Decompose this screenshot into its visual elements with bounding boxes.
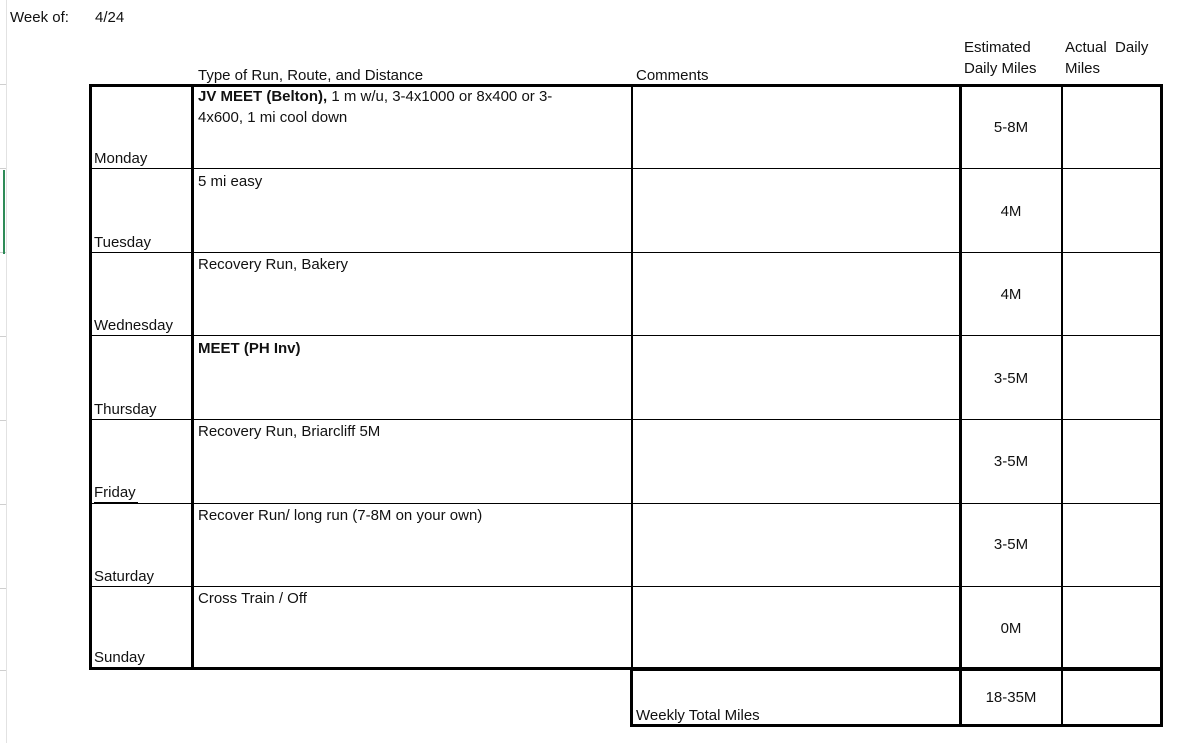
run-cell-thursday[interactable] — [198, 338, 618, 359]
weekly-total-estimated[interactable]: 18-35M — [985, 689, 1037, 706]
estimated-miles-monday[interactable]: 5-8M — [993, 119, 1029, 136]
row-edge-mark — [0, 336, 6, 337]
table-divider — [631, 84, 633, 670]
table-divider — [1061, 84, 1063, 670]
day-label-monday: Monday — [94, 150, 148, 167]
column-header-estimated-line2: Daily Miles — [964, 60, 1037, 77]
run-cell-wednesday[interactable]: Recovery Run, Bakery — [198, 256, 349, 273]
column-header-actual-line2: Miles — [1065, 60, 1101, 77]
day-label-friday: Friday — [94, 484, 136, 501]
row-divider — [89, 419, 1163, 420]
row-edge-mark — [0, 84, 6, 85]
row-divider — [89, 335, 1163, 336]
table-divider — [191, 84, 194, 670]
row-edge-mark — [0, 504, 6, 505]
row-divider — [89, 168, 1163, 169]
row-edge-mark — [0, 670, 6, 671]
row-edge-mark — [0, 588, 6, 589]
run-cell-sunday[interactable]: Cross Train / Off — [198, 590, 307, 607]
row-divider — [89, 503, 1163, 504]
estimated-miles-sunday[interactable]: 0M — [1000, 620, 1022, 637]
column-header-type: Type of Run, Route, and Distance — [198, 67, 424, 84]
estimated-miles-tuesday[interactable]: 4M — [1000, 203, 1022, 220]
sheet-edge-line — [6, 0, 7, 743]
week-of-label: Week of: — [10, 9, 69, 26]
day-label-tuesday: Tuesday — [94, 234, 151, 251]
run-text-monday: 1 m w/u, 3-4x1000 or 8x400 or 3- — [327, 88, 553, 105]
day-label-wednesday: Wednesday — [94, 317, 173, 334]
column-header-actual-line1: Actual Daily — [1065, 39, 1149, 56]
estimated-miles-friday[interactable]: 3-5M — [993, 453, 1029, 470]
column-header-comments: Comments — [636, 67, 709, 84]
run-text-monday-line2: 4x600, 1 mi cool down — [198, 109, 348, 126]
week-of-value: 4/24 — [95, 9, 125, 26]
run-cell-monday[interactable] — [198, 86, 618, 128]
run-cell-saturday[interactable]: Recover Run/ long run (7-8M on your own) — [198, 507, 483, 524]
column-header-estimated — [964, 37, 1037, 79]
day-label-saturday: Saturday — [94, 568, 155, 585]
column-header-estimated-line1: Estimated — [964, 39, 1031, 56]
row-edge-mark — [0, 168, 6, 169]
row-edge-mark — [0, 420, 6, 421]
total-divider — [1061, 668, 1063, 727]
run-cell-tuesday[interactable]: 5 mi easy — [198, 173, 263, 190]
day-label-thursday: Thursday — [94, 401, 157, 418]
column-header-actual — [1065, 37, 1148, 79]
row-divider — [89, 252, 1163, 253]
day-label-sunday: Sunday — [94, 649, 145, 666]
selection-accent — [3, 170, 5, 254]
weekly-total-label: Weekly Total Miles — [636, 707, 760, 724]
run-bold-thursday: MEET (PH Inv) — [198, 340, 301, 357]
run-cell-friday[interactable]: Recovery Run, Briarcliff 5M — [198, 423, 381, 440]
row-divider — [89, 586, 1163, 587]
estimated-miles-wednesday[interactable]: 4M — [1000, 286, 1022, 303]
run-bold-monday: JV MEET (Belton), — [198, 88, 328, 105]
estimated-miles-thursday[interactable]: 3-5M — [993, 370, 1029, 387]
estimated-miles-saturday[interactable]: 3-5M — [993, 536, 1029, 553]
